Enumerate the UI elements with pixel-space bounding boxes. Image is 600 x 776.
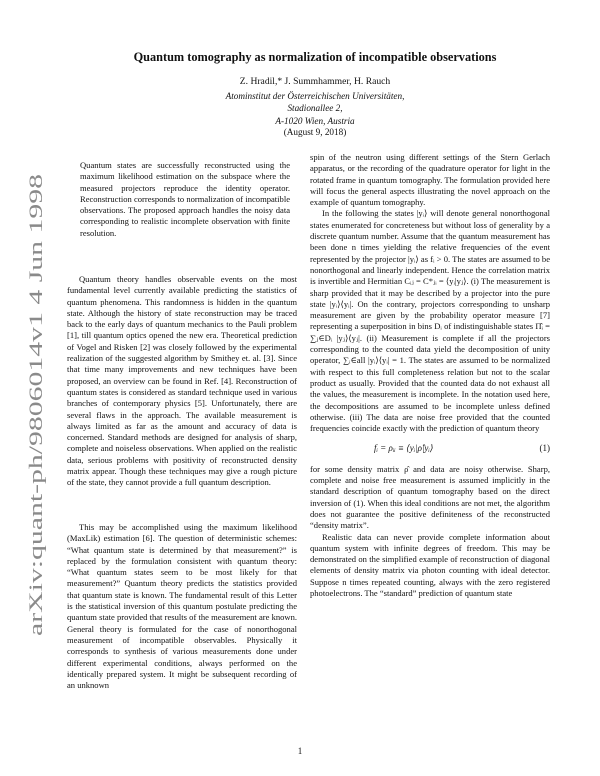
body-paragraph: This may be accomplished using the maximum likelihood (MaxLik) estimation [6]. The question of deterministic schemes: “What quantum state is determined by that measurement?” is replaced by the formulation consistent with quantum theory: “What quantum states seem to be most likely for that measurement?” Quantum theory predicts the statistics provided that quantum state is known. The fundamental result of this Letter is the statistical inversion of this quantum postulate predicting the quantum state provided that results of the measurement are known. General theory is formulated for the case of nonorthogonal measurement of incompatible observables. Physically it corresponds to synthesis of various measurements done under different experimental conditions, always performed on the identically prepared system. It might be subsequent recording of an unknown [67,522,297,691]
abstract: Quantum states are successfully reconstructed using the maximum likelihood estimation on the subspace where the measured projectors reproduce the identity operator. Reconstruction corresponds to normalization of incompatible observations. The proposed approach handles the noisy data corresponding to realistic incomplete observation with finite resolution. [80,160,290,238]
affiliation-line: A-1020 Wien, Austria [275,115,355,126]
page-number: 1 [297,746,303,756]
equation-text: fᵢ = ρᵢᵢ ≡ ⟨yᵢ|ρ̂|yᵢ⟩ [374,443,434,454]
equation-number: (1) [539,443,550,454]
affiliation [80,90,550,127]
right-column [310,152,550,599]
author-list: Z. Hradil,* J. Summhammer, H. Rauch [239,76,391,87]
affiliation-line: Atominstitut der Österreichischen Universitäten, [225,91,405,101]
body-paragraph: Quantum theory handles observable events on the most fundamental level currently available predicting the statistics of quantum phenomena. This randomness is hidden in the quantum state. Although the history of state reconstruction may be traced back to the early days of quantum mechanics to the Pauli problem [1], till quantum optics opened the new era. Theoretical prediction of Vogel and Risken [2] was closely followed by the experimental realization of the suggested algorithm by Smithey et. al. [3]. Since that time many improvements and new techniques have been proposed, an overview can be found in Ref. [4]. Reconstruction of quantum states is considered as standard technique used in various branches of contemporary physics [5]. Unfortunately, there are several flaws in the approach. The available measurement is always limited as far as the amount and accuracy of data is concerned. Standard methods are designed for analysis of sharp, complete and noiseless observations. When applied on the realistic data, serious problems with positivity of reconstructed density matrix appear. Though these techniques may give a rough picture of the state, they cannot provide a full quantum description. [67,274,297,488]
body-paragraph: Realistic data can never provide complete information about quantum system with infinite degrees of freedom. This may be demonstrated on the simplified example of reconstruction of diagonal elements of density matrix via photon counting with ideal detector. Suppose n times repeated counting, always with the zero registered photoelectrons. The “standard” prediction of quantum state [310,531,550,598]
body-paragraph: spin of the neutron using different settings of the Stern Gerlach apparatus, or the recording of the quadrature operator for light in the rotated frame in quantum tomography. The formulation provided here will focus the general aspects illustrating the novel approach on the example of quantum tomography. [310,152,550,208]
equation-1 [310,443,550,454]
arxiv-identifier-stamp [14,170,54,640]
paper-title: Quantum tomography as normalization of incompatible observations [133,50,497,64]
affiliation-line: Stadionallee 2, [287,103,343,114]
date-text: (August 9, 2018) [283,127,347,137]
body-paragraph: In the following the states |yᵢ⟩ will denote general nonorthogonal states enumerated for concreteness but without loss of generality by a discrete quantum number. Assume that the quantum measurement has been done n times yielding the relative frequencies of the event represented by the projector |yᵢ⟩ as fᵢ > 0. The states are assumed to be nonorthogonal and linearly independent. Hence the correlation matrix is invertible and Hermitian Cᵢⱼ = C*ⱼᵢ = ⟨yᵢ|yⱼ⟩. (i) The measurement is sharp provided that it may be described by a projector into the pure state |yᵢ⟩⟨yᵢ|. On the contrary, projectors corresponding to unsharp measurement are given by the probability operator measure [7] representing a superposition in bins Dᵢ of indistinguishable states Π̂ᵢ = ∑ⱼ∈Dᵢ |yⱼ⟩⟨yⱼ|. (ii) Measurement is complete if all the projectors corresponding to the counted data yield the decomposition of unity operator, ∑ᵢ∈all |yᵢ⟩⟨yᵢ| = 1. The states are assumed to be normalized with respect to this full completeness relation but not to the scalar product as usually. Provided that the counted data do not exhaust all the values, the measurement is incomplete. In the notation used here, the decompositions are assumed to be incomplete unless defined otherwise. (iii) The data are noise free provided that the counted frequencies coincide exactly with the prediction of quantum theory [310,208,550,434]
arxiv-stamp-text: arXiv:quant-ph/9806014v1 4 Jun 1998 [26,340,47,636]
paper-date [80,127,550,137]
arxiv-stamp-graphic [14,170,54,640]
body-paragraph: for some density matrix ρ̂ and data are noisy otherwise. Sharp, complete and noise free measurement is assumed implicitly in the standard description of quantum tomography based on the direct inversion of (1). When this ideal conditions are not met, the algorithm does not guarantee the positive definiteness of the reconstructed “density matrix”. [310,463,550,531]
